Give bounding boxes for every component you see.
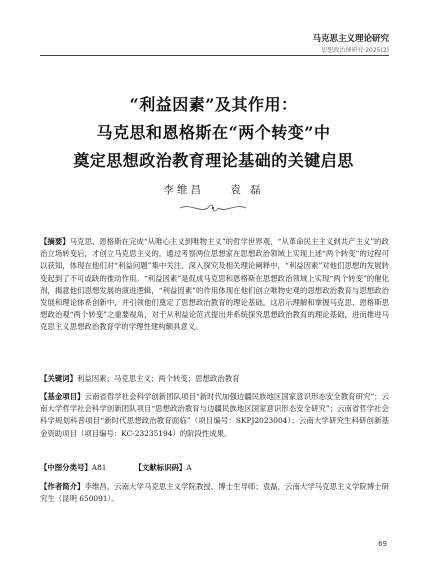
fund-info bbox=[40, 391, 389, 440]
author-info-label: 【作者简介】 bbox=[40, 482, 85, 491]
header-rule bbox=[40, 55, 389, 56]
author-name: 李维昌 bbox=[163, 184, 204, 196]
article-title-line-1: “利益因素”及其作用： bbox=[129, 95, 298, 114]
abstract-label: 【摘要】 bbox=[40, 237, 70, 246]
clc-label: 【中图分类号】 bbox=[40, 463, 92, 472]
fund-label: 【基金项目】 bbox=[40, 392, 85, 401]
abstract bbox=[40, 236, 389, 334]
keywords-label: 【关键词】 bbox=[40, 374, 77, 383]
doc-code-value: A bbox=[186, 463, 192, 472]
fund-text: 云南省哲学社会科学创新团队项目“新时代加强边疆民族地区国家意识形态安全教育研究”；云南大学哲学社会科学创新团队项目“思想政治教育与边疆民族地区国家意识形态安全研究”；云南省哲学社会科学规划科普项目“新时代思想政治教育面临”（项目编号：SKPJ2023004）；云南大学研究生科研创新基金资助项目（项目编号：KC-23235194）的阶段性成果。 bbox=[40, 392, 389, 438]
author-name: 袁 磊 bbox=[230, 184, 264, 196]
doc-code-label: 【文献标识码】 bbox=[134, 463, 187, 472]
author-info-text: 李维昌，云南大学马克思主义学院教授、博士生导师；袁磊，云南大学马克思主义学院博士研究生（昆明 650091）。 bbox=[40, 482, 389, 504]
author-line bbox=[0, 182, 427, 197]
abstract-text: 马克思、恩格斯在完成“从唯心主义到唯物主义”的哲学世界观、“从革命民主主义到共产主义”的政治立场转变后，才创立马克思主义的。通过考察两位思想家在思想政治领域上实现上述“两个转变”的过程可以获知，体现在他们对“利益问题”集中关注、深入探究及相关理论阐释中，“利益因素”对他们思想的发展转变起到了不可或缺的推动作用。“利益因素”是促成马克思和恩格斯在思想政治领域上实现“两个转变”的催化剂，揭意他们思想发展的演进逻辑，“利益因素”的作用体现在他们创立唯物史观的思想政治教育与思想政治发展和理论体系创新中，并引领他们奠定了思想政治教育的理论基础。这启示理解和掌握马克思、恩格斯思想政治观“两个转变”之重要视角，对于从利益论范式提出并系统探究思想政治教育的理论基础，进而推进马克思主义思想政治教育学的学理性建构颇具意义。 bbox=[40, 237, 389, 332]
article-title-line-3: 奠定思想政治教育理论基础的关键启思 bbox=[73, 151, 354, 170]
keywords-text: 利益因素；马克思主义；两个转变；思想政治教育 bbox=[76, 374, 240, 383]
page-number: 69 bbox=[378, 540, 387, 548]
journal-header bbox=[312, 32, 389, 54]
keywords bbox=[40, 373, 389, 385]
clc-value: A81 bbox=[91, 463, 107, 472]
ornament-divider-icon bbox=[178, 201, 248, 215]
article-title-line-2: 马克思和恩格斯在“两个转变”中 bbox=[96, 123, 331, 142]
journal-issue: 思想政治课研究·2025(2) bbox=[321, 47, 389, 54]
classification bbox=[40, 462, 389, 474]
journal-name: 马克思主义理论研究 bbox=[312, 34, 389, 44]
author-info bbox=[40, 481, 389, 505]
